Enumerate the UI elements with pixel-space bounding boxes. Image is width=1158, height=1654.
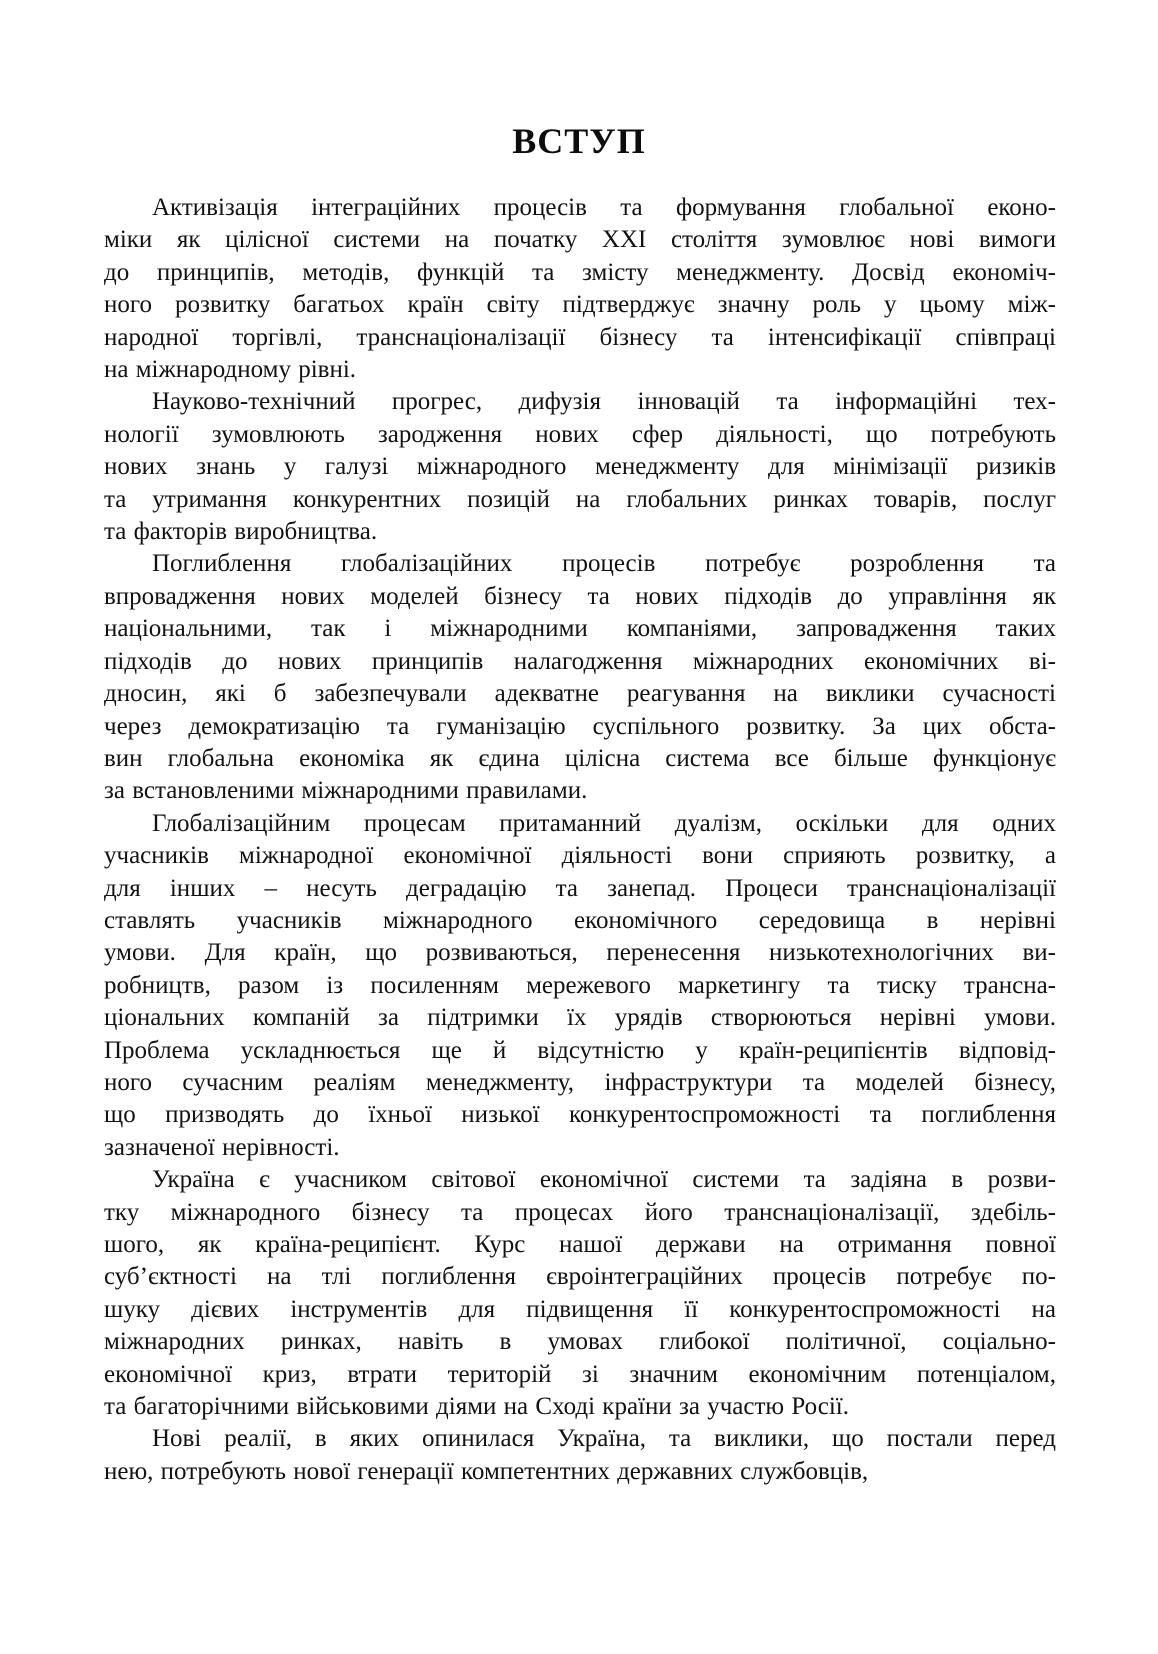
text-line: та багаторічними військовими діями на Сході країни за участю Росії. xyxy=(104,1393,849,1421)
text-line: економічної криз, втрати територій зі значним економічним потенціалом, xyxy=(104,1360,1056,1388)
paragraph xyxy=(104,1164,1056,1423)
text-line: ного сучасним реаліям менеджменту, інфраструктури та моделей бізнесу, xyxy=(104,1068,1056,1096)
text-line: що призводять до їхньої низької конкурентоспроможності та поглиблення xyxy=(104,1101,1056,1129)
text-line: для інших – несуть деградацію та занепад. Процеси транснаціоналізації xyxy=(104,874,1056,902)
text-line: нології зумовлюють зародження нових сфер діяльності, що потребують xyxy=(104,420,1056,448)
text-line: ного розвитку багатьох країн світу підтверджує значну роль у цьому між- xyxy=(104,291,1056,319)
body-text xyxy=(0,192,1158,1488)
paragraph xyxy=(104,192,1056,386)
text-line: Україна є учасником світової економічної системи та задіяна в розви- xyxy=(152,1166,1056,1194)
text-line: нових знань у галузі міжнародного менеджменту для мінімізації ризиків xyxy=(104,453,1056,481)
text-line: за встановленими міжнародними правилами. xyxy=(104,777,588,805)
text-line: тку міжнародного бізнесу та процесах його транснаціоналізації, здебіль- xyxy=(104,1198,1056,1226)
text-line: робництв, разом із посиленням мережевого маркетингу та тиску трансна- xyxy=(104,971,1056,999)
text-line: ціональних компаній за підтримки їх урядів створюються нерівні умови. xyxy=(104,1004,1056,1032)
paragraph xyxy=(104,808,1056,1164)
text-line: та факторів виробництва. xyxy=(104,518,378,546)
text-line: ставлять учасників міжнародного економічного середовища в нерівні xyxy=(104,906,1056,934)
text-line: нею, потребують нової генерації компетентних державних службовців, xyxy=(104,1457,869,1485)
text-line: зазначеної нерівності. xyxy=(104,1133,340,1161)
text-line: Глобалізаційним процесам притаманний дуалізм, оскільки для одних xyxy=(152,809,1056,837)
text-line: умови. Для країн, що розвиваються, перенесення низькотехнологічних ви- xyxy=(104,939,1056,967)
text-line: через демократизацію та гуманізацію суспільного розвитку. За цих обста- xyxy=(104,712,1056,740)
text-line: Проблема ускладнюється ще й відсутністю у країн-реципієнтів відповід- xyxy=(104,1036,1056,1064)
text-line: національними, так і міжнародними компаніями, запровадження таких xyxy=(104,615,1056,643)
text-line: на міжнародному рівні. xyxy=(104,356,357,384)
text-line: до принципів, методів, функцій та змісту менеджменту. Досвід економіч- xyxy=(104,258,1056,286)
text-line: учасників міжнародної економічної діяльності вони сприяють розвитку, а xyxy=(104,842,1056,870)
text-line: підходів до нових принципів налагодження міжнародних економічних ві- xyxy=(104,647,1056,675)
paragraph xyxy=(104,1423,1056,1488)
paragraph xyxy=(104,386,1056,548)
text-line: Активізація інтеграційних процесів та формування глобальної еконо- xyxy=(152,194,1056,221)
text-line: та утримання конкурентних позицій на глобальних ринках товарів, послуг xyxy=(104,485,1056,513)
text-line: шуку дієвих інструментів для підвищення її конкурентоспроможності на xyxy=(104,1295,1056,1323)
text-line: Нові реалії, в яких опинилася Україна, та виклики, що постали перед xyxy=(152,1425,1056,1453)
text-line: суб’єктності на тлі поглиблення євроінтеграційних процесів потребує по- xyxy=(104,1263,1056,1291)
text-line: Поглиблення глобалізаційних процесів потребує розроблення та xyxy=(152,550,1056,578)
text-line: народної торгівлі, транснаціоналізації бізнесу та інтенсифікації співпраці xyxy=(104,323,1056,351)
text-line: дносин, які б забезпечували адекватне реагування на виклики сучасності xyxy=(104,680,1056,708)
text-line: міжнародних ринках, навіть в умовах глибокої політичної, соціально- xyxy=(104,1328,1056,1356)
page-title: ВСТУП xyxy=(512,121,646,161)
text-line: шого, як країна-реципієнт. Курс нашої держави на отримання повної xyxy=(104,1231,1056,1258)
text-line: Науково-технічний прогрес, дифузія інновацій та інформаційні тех- xyxy=(152,388,1056,416)
text-line: впровадження нових моделей бізнесу та нових підходів до управління як xyxy=(104,582,1056,610)
paragraph xyxy=(104,548,1056,807)
text-line: міки як цілісної системи на початку XXI століття зумовлює нові вимоги xyxy=(104,226,1056,254)
text-line: вин глобальна економіка як єдина цілісна система все більше функціонує xyxy=(104,744,1056,772)
